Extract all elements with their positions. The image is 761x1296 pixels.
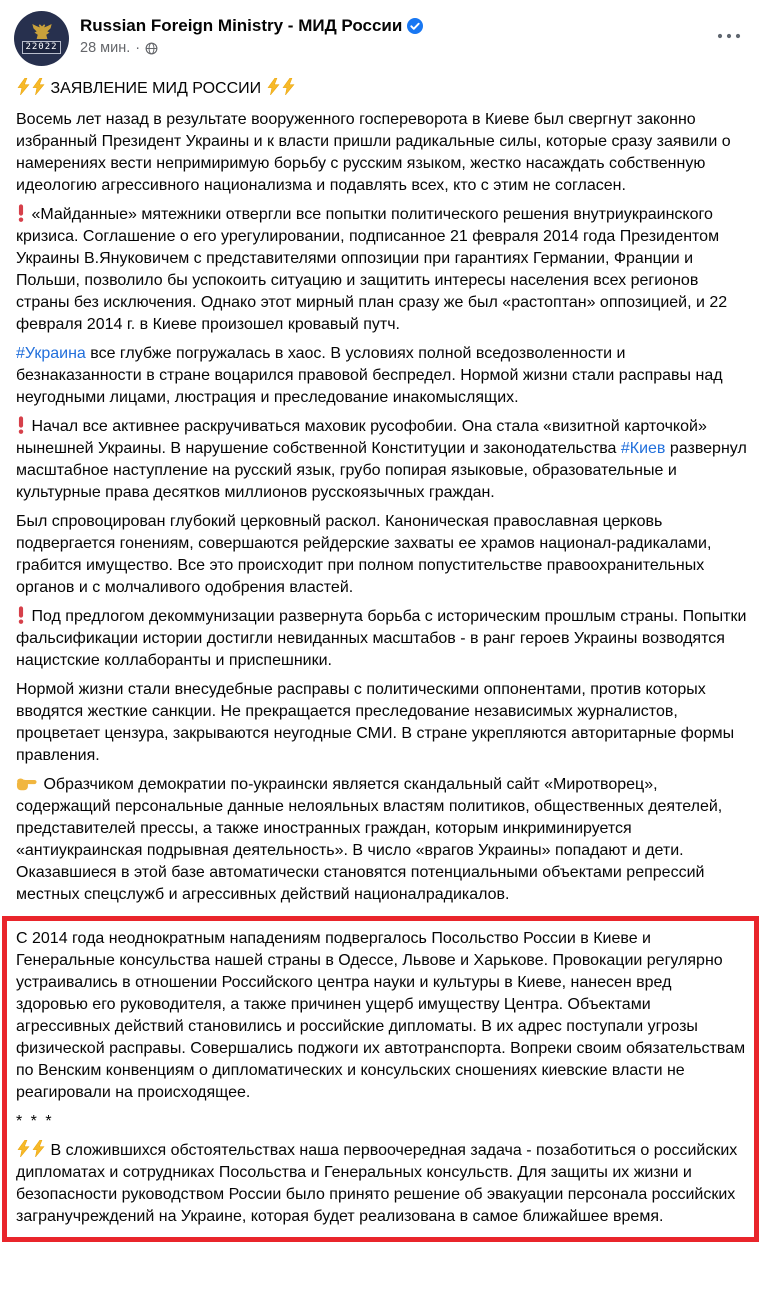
post-body [0,68,761,1251]
post-text: «Майданные» мятежники отвергли все попытки политического решения внутриукраинского кризиса. Соглашение о его урегулировании, подписанное 21 февраля 2014 года Президентом Украины В.Януковичем с представителями оппозиции при гарантиях Германии, Франции и Польши, позволило бы успокоить ситуацию и защитить интересы населения всех регионов страны без исключения. Однако этот мирный план сразу же был «растоптан» оппозицией, и 22 февраля 2014 г. в Киеве произошел кровавый путч. [16,206,728,333]
exclamation-icon [17,606,25,624]
section-divider [16,1111,746,1133]
exclamation-icon [17,204,25,222]
post-text: Восемь лет назад в результате вооруженного госпереворота в Киеве был свергнут законно избранный Президент Украины и к власти пришли радикальные силы, которые сразу заявили о намерениях вести непримиримую борьбу с русским языком, жестко насаждать собственную идеологию агрессивного национализма и подавлять всех, кто с этим не согласен. [16,111,731,194]
post-text: развернул масштабное наступление на русский язык, грубо попирая языковые, образовательные и культурные права десятков миллионов русскоязычных граждан. [16,440,747,501]
lightning-icon [17,78,30,95]
post-text: * * * [16,1113,54,1130]
hashtag-link[interactable]: #Украина [16,345,86,362]
post-paragraph [16,1140,746,1228]
hashtag-link[interactable]: #Киев [620,440,666,457]
page-avatar[interactable] [14,11,69,66]
post-options-button[interactable] [713,21,745,48]
post-text: С 2014 года неоднократным нападениям подвергалось Посольство России в Киеве и Генеральные консульства нашей страны в Одессе, Львове и Харькове. Провокации регулярно устраивались в отношении Российского центра науки и культуры в Киеве, нанесен вред здоровью его руководителя, а также причинен ущерб имуществу Центра. Объектами агрессивных действий становились и российские дипломаты. В их адрес поступали угрозы физической расправы. Совершались поджоги их автотранспорта. Вопреки своим обязательствам по Венским конвенциям о дипломатических и консульских сношениях киевские власти не реагировали на происходящее. [16,930,746,1101]
post-paragraph [16,109,747,197]
post-text: Начал все активнее раскручиваться маховик русофобии. Она стала «визитной карточкой» нынешней Украины. В нарушение собственной Конституции и законодательства [16,418,707,457]
pointing-right-icon [16,775,37,791]
post-paragraph [16,511,747,599]
meta-separator: · [135,40,141,56]
post-text: Нормой жизни стали внесудебные расправы с политическими оппонентами, против которых вводятся жесткие санкции. Не прекращается преследование независимых журналистов, процветает цензура, закрываются неугодные СМИ. В стране укрепляются авторитарные формы правления. [16,681,735,764]
three-dots-icon [717,33,741,39]
post-text: Под предлогом декоммунизации развернута борьба с историческим прошлым страны. Попытки фальсификации истории достигли невиданных масштабов - в ранг героев Украины возводятся нацистские коллаборанты и приспешники. [16,608,747,669]
post-paragraph [16,204,747,336]
lightning-icon [32,1140,45,1157]
exclamation-icon [17,416,25,434]
post-paragraph [16,343,747,409]
post-paragraph [16,928,746,1104]
post-text: Был спровоцирован глубокий церковный раскол. Каноническая православная церковь подвергается гонениям, совершаются рейдерские захваты ее храмов национал-радикалами, грабится имущество. Все это происходит при полном попустительстве правоохранительных органов и с молчаливого одобрения властей. [16,513,712,596]
lightning-icon [267,78,280,95]
coat-of-arms-icon [31,24,53,39]
globe-privacy-icon [145,42,158,55]
lightning-icon [32,78,45,95]
post-timestamp[interactable]: 28 мин. [80,40,131,56]
post-text: Образчиком демократии по-украински является скандальный сайт «Миротворец», содержащий персональные данные нелояльных властям политиков, общественных деятелей, представителей прессы, а также иностранных граждан, которым инкриминируется «антиукраинская подрывная деятельность». В число «врагов Украины» попадают и дети. Оказавшиеся в этой базе автоматически становятся потенциальными объектами репрессий местных спецслужб и агрессивных действий националрадикалов. [16,776,723,903]
post-header [0,0,761,68]
post-text: ЗАЯВЛЕНИЕ МИД РОССИИ [46,80,266,97]
annotation-highlight-box [2,916,759,1242]
post-text: все глубже погружалась в хаос. В условиях полной вседозволенности и безнаказанности в стране воцарился правовой беспредел. Нормой жизни стали расправы над неугодными лицами, люстрация и преследование инакомыслящих. [16,345,723,406]
page-name[interactable]: Russian Foreign Ministry - МИД России [80,16,403,35]
post-title [16,78,747,100]
post-paragraph [16,774,747,906]
avatar-plate: 22022 [22,41,60,54]
post-text: В сложившихся обстоятельствах наша первоочередная задача - позаботиться о российских дипломатах и сотрудниках Посольства и Генеральных консульств. Для защиты их жизни и безопасности руководством России было принято решение об эвакуации персонала российских загранучреждений на Украине, которая будет реализована в самое ближайшее время. [16,1142,738,1225]
post-paragraph [16,416,747,504]
post-paragraph [16,606,747,672]
verified-badge-icon [407,18,423,34]
header-info [80,11,713,56]
lightning-icon [17,1140,30,1157]
lightning-icon [282,78,295,95]
post-paragraph [16,679,747,767]
